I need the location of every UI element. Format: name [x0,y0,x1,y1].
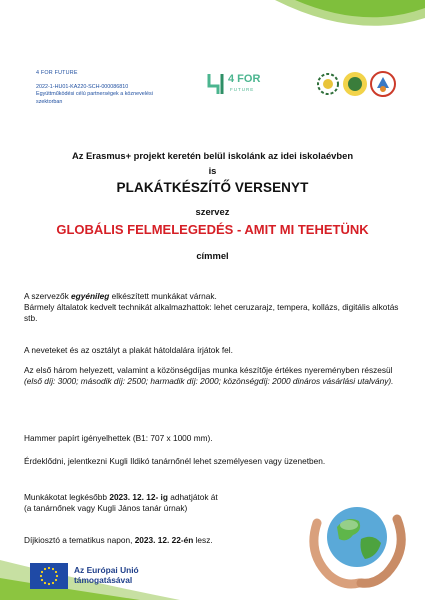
titled-line: címmel [196,250,229,261]
paragraph-paper: Hammer papírt igényelhettek (B1: 707 x 1000 mm). [24,433,213,443]
intro-line: Az Erasmus+ projekt keretén belül iskolánk az idei iskolaévben [71,150,354,161]
project-name: 4 FOR FUTURE [36,70,78,76]
eu-support-text: Az Európai Unió támogatásával [74,565,139,585]
paragraph-technique: A szervezők egyénileg elkészített munkákat várnak. Bármely általatok kedvelt technikát alkalmazhattok: lehet ceruzarajz, tempera, kollázs, digitális alkotás stb. [24,291,399,323]
intro-line-2: is [208,165,217,176]
four-for-future-logo-icon [206,72,228,96]
seal-logo-icon [342,71,368,97]
emphasis-individually: egyénileg [71,291,110,301]
theme-title: GLOBÁLIS FELMELEGEDÉS - AMIT MI TEHETÜNK [56,222,369,237]
logo-text: 4 FOR [228,73,261,85]
deadline-date: 2023. 12. 12- ig [109,492,168,502]
organizes-line: szervez [195,206,230,217]
partner-logos [206,68,396,104]
paragraph-contact: Érdeklődni, jelentkezni Kugli Ildikó tanárnőnél lehet személyesen vagy üzenetben. [24,456,326,466]
competition-title: PLAKÁTKÉSZÍTŐ VERSENYT [116,180,309,195]
prize-list: (első díj: 3000; második díj: 2500; harmadik díj: 2000; közönségdíj: 2000 dináros vásárlási utalvány). [24,376,394,386]
globe-in-hands-icon [303,483,411,591]
school-crest-logo-icon [370,70,396,98]
logo-subtext: FUTURE [230,87,255,92]
award-date: 2023. 12. 22-én [134,535,194,545]
project-code-block [36,84,176,106]
paragraph-deadline: Munkákotat legkésőbb 2023. 12. 12- ig adhatjátok át (a tanárnőnek vagy Kugli János tanár úrnak) [24,492,218,513]
eu-flag-icon [30,563,68,589]
project-code: 2022-1-HU01-KA220-SCH-000086810 [36,84,129,90]
gear-logo-icon [316,72,340,96]
project-description: Együttműködési célú partnerségek a köznevelési szektorban [36,91,153,105]
corner-decoration-top-right [275,0,425,54]
paragraph-name-class: A neveteket és az osztályt a plakát hátoldalára írjátok fel. [24,345,233,355]
paragraph-prizes: Az első három helyezett, valamint a közönségdíjas munka készítője értékes nyereményben részesül (első díj: 3000; második díj: 2500; harmadik díj: 2000; közönségdíj: 2000 dináros vásárlási utalvány). [24,365,394,386]
paragraph-award: Díjkiosztó a tematikus napon, 2023. 12. 22-én lesz. [24,535,213,545]
